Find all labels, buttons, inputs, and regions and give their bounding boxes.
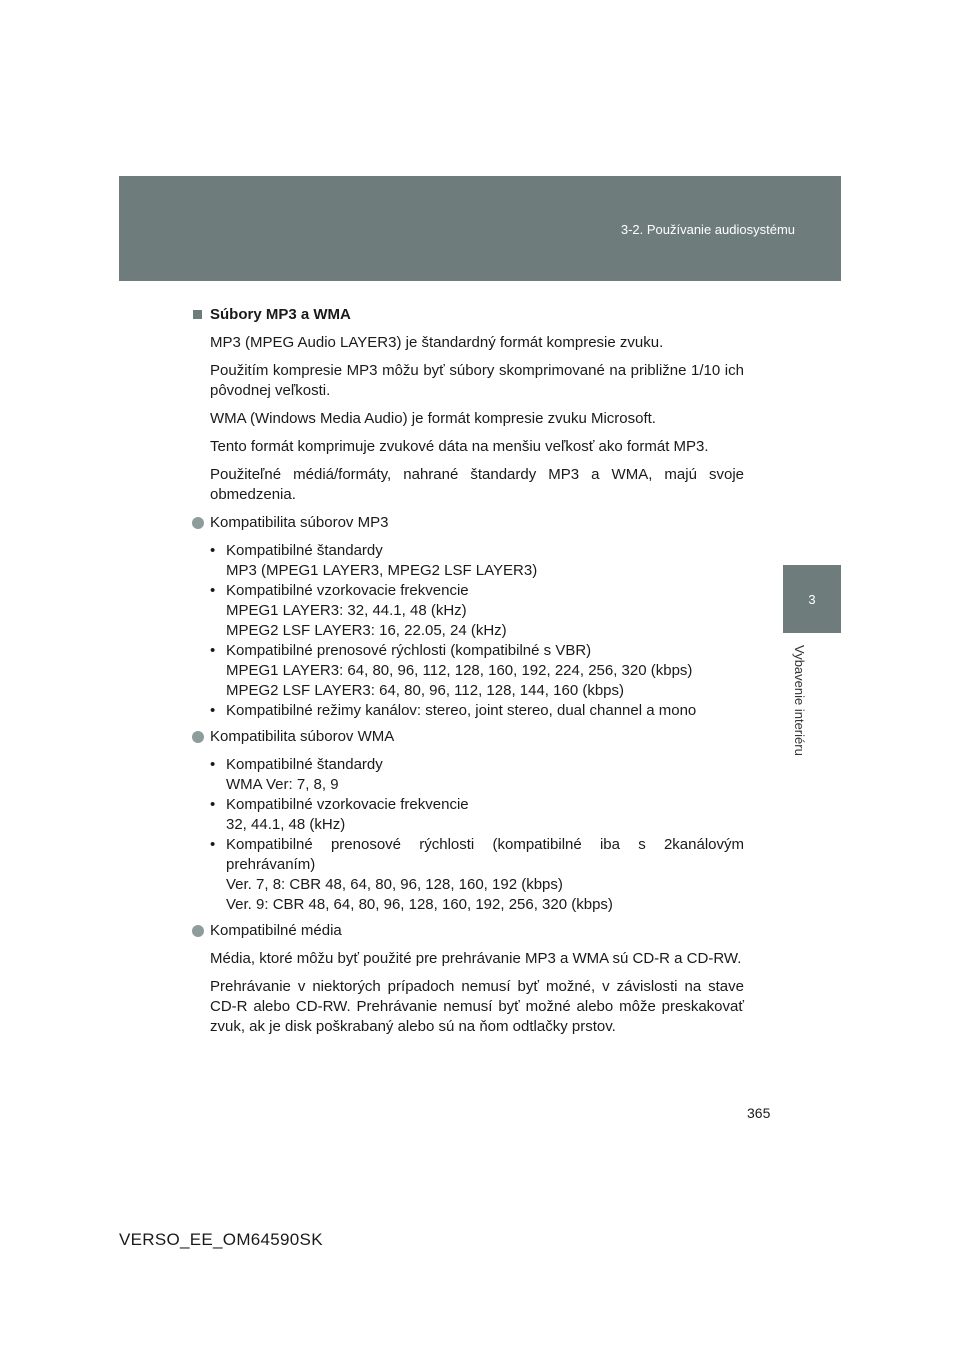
document-code: VERSO_EE_OM64590SK <box>119 1230 323 1249</box>
header-band <box>119 176 841 281</box>
wma-list <box>210 755 744 915</box>
section-title: 3-2. Používanie audiosystému <box>620 222 795 237</box>
list-item: • Kompatibilné vzorkovacie frekvencie 32, 44.1, 48 (kHz) <box>210 796 469 833</box>
circle-bullet-icon <box>192 731 204 743</box>
list-item: • Kompatibilné vzorkovacie frekvencie MPEG1 LAYER3: 32, 44.1, 48 (kHz) MPEG2 LSF LAYER3: 16, 22.05, 24 (kHz) <box>210 582 507 639</box>
subsection-heading-wma: Kompatibilita súborov WMA <box>190 727 744 747</box>
paragraph: Použitím kompresie MP3 môžu byť súbory skomprimované na približne 1/10 ich pôvodnej veľkosti. <box>210 362 744 399</box>
subsection-heading-mp3: Kompatibilita súborov MP3 <box>190 513 744 533</box>
section-heading: Súbory MP3 a WMA <box>190 305 744 325</box>
chapter-label: Vybavenie interiéru <box>792 645 807 756</box>
mp3-list <box>210 541 744 721</box>
chapter-number: 3 <box>808 591 816 607</box>
list-item: • Kompatibilné prenosové rýchlosti (kompatibilné iba s 2kanálovým prehrávaním) Ver. 7, 8: CBR 48, 64, 80, 96, 128, 160, 192 (kbps) Ver. 9: CBR 48, 64, 80, 96, 128, 160, 192, 256, 320 (kbps) <box>210 836 744 913</box>
list-item: • Kompatibilné prenosové rýchlosti (kompatibilné s VBR) MPEG1 LAYER3: 64, 80, 96, 112, 128, 160, 192, 224, 256, 320 (kbps) MPEG2 LSF LAYER3: 64, 80, 96, 112, 128, 144, 160 (kbps) <box>210 642 693 699</box>
paragraph: Použiteľné médiá/formáty, nahrané štandardy MP3 a WMA, majú svoje obmedzenia. <box>210 466 744 503</box>
list-item: • Kompatibilné režimy kanálov: stereo, joint stereo, dual channel a mono <box>210 702 697 719</box>
paragraph: WMA (Windows Media Audio) je formát kompresie zvuku Microsoft. <box>210 410 656 427</box>
subsection-heading-media: Kompatibilné média <box>190 921 744 941</box>
page-number: 365 <box>747 1105 771 1121</box>
paragraph: Média, ktoré môžu byť použité pre prehrávanie MP3 a WMA sú CD-R a CD-RW. <box>210 950 742 967</box>
circle-bullet-icon <box>192 925 204 937</box>
paragraph: Prehrávanie v niektorých prípadoch nemusí byť možné, v závislosti na stave CD-R alebo CD-RW. Prehrávanie nemusí byť možné alebo môže preskakovať zvuk, ak je disk poškrabaný alebo sú na ňom odtlačky prstov. <box>210 978 744 1035</box>
list-item: • Kompatibilné štandardy MP3 (MPEG1 LAYER3, MPEG2 LSF LAYER3) <box>210 542 538 579</box>
circle-bullet-icon <box>192 517 204 529</box>
list-item: • Kompatibilné štandardy WMA Ver: 7, 8, 9 <box>210 756 383 793</box>
paragraph: Tento formát komprimuje zvukové dáta na menšiu veľkosť ako formát MP3. <box>210 438 709 455</box>
paragraph: MP3 (MPEG Audio LAYER3) je štandardný formát kompresie zvuku. <box>210 334 664 351</box>
chapter-tab <box>783 565 841 633</box>
page-content <box>210 305 744 1045</box>
square-bullet-icon <box>193 310 202 319</box>
